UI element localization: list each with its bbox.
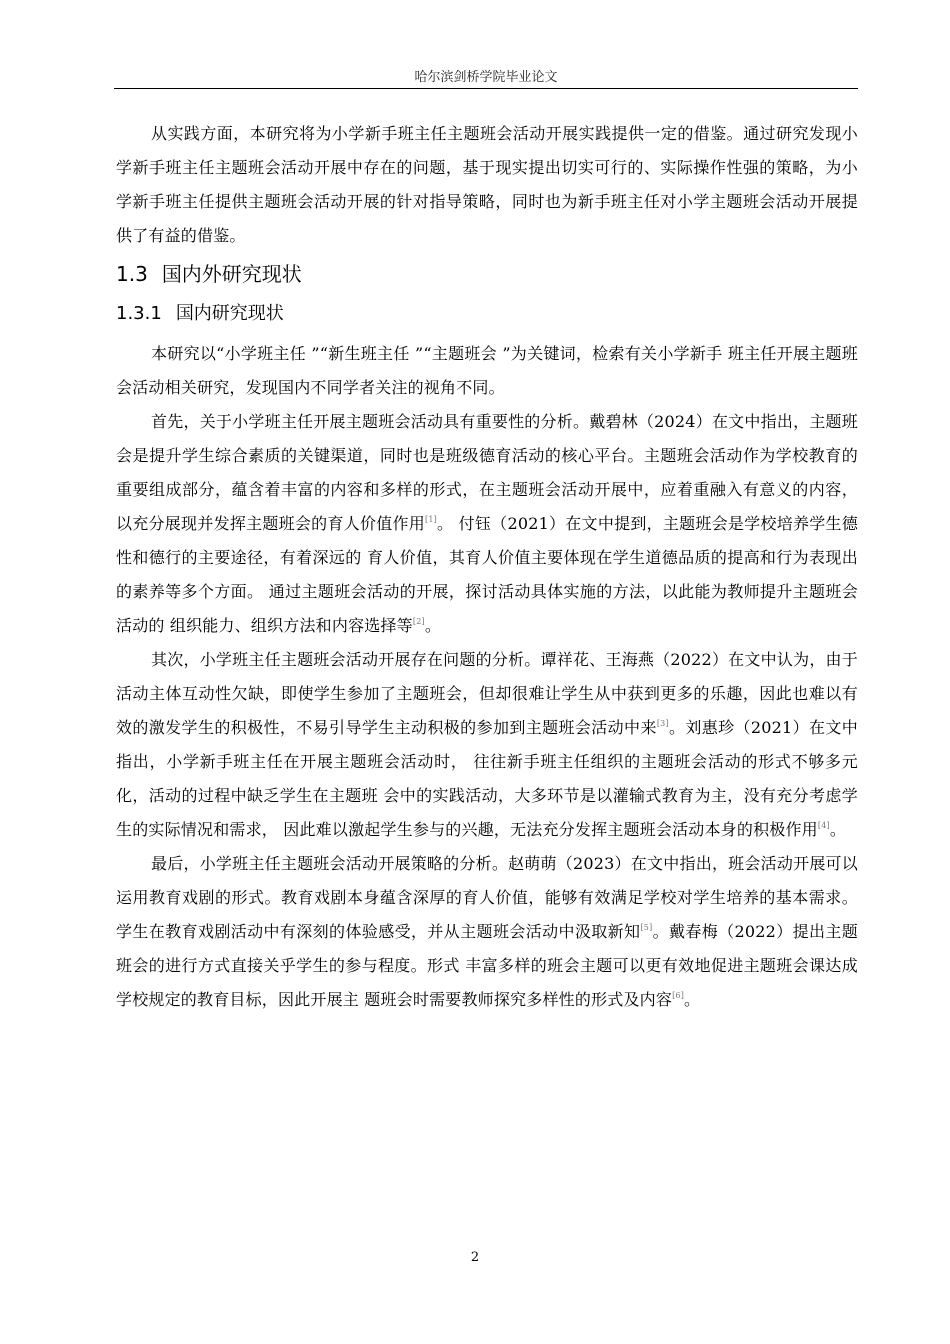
- paragraph-text: 。: [829, 820, 847, 839]
- section-heading: [116, 257, 858, 297]
- citation-marker: [5]: [640, 923, 653, 932]
- section-number: 1.3: [116, 262, 148, 286]
- paragraph-text: 最后，小学班主任主题班会活动开展策略的分析。赵萌萌（2023）在文中指出，班会活动开展可以运用教育戏剧的形式。教育戏剧本身蕴含深厚的育人价值，能够有效满足学校对学生培养的基本需求。学生在教育戏剧活动中有深刻的体验感受，并从主题班会活动中汲取新知: [116, 854, 858, 941]
- paragraph-text: 其次，小学班主任主题班会活动开展存在问题的分析。谭祥花、王海燕（2022）在文中认为，由于活动主体互动性欠缺，即使学生参加了主题班会，但却很难让学生从中获到更多的乐趣，因此也难以有效的激发学生的积极性，不易引导学生主动积极的参加到主题班会活动中来: [116, 650, 858, 737]
- citation-marker: [4]: [817, 821, 830, 830]
- paragraph-text: 。: [684, 990, 701, 1009]
- paragraph-text: 。戴春梅（2022）提出主题班会的进行方式直接关乎学生的参与程度。形式 丰富多样的班会主题可以更有效地促进主题班会课达成学校规定的教育目标，因此开展主 题班会时需要教师探究多样性的形式及内容: [116, 922, 858, 1009]
- subsection-title: 国内研究现状: [175, 303, 284, 324]
- subsection-number: 1.3.1: [116, 303, 162, 324]
- page-body: [116, 117, 858, 1017]
- citation-marker: [1]: [425, 515, 437, 524]
- paragraph-text: 。: [424, 616, 442, 635]
- strategies-paragraph: [116, 847, 858, 1017]
- citation-marker: [2]: [412, 617, 425, 626]
- importance-paragraph: [116, 405, 858, 643]
- intro-paragraph: 从实践方面，本研究将为小学新手班主任主题班会活动开展实践提供一定的借鉴。通过研究发现小学新手班主任主题班会活动开展中存在的问题，基于现实提出切实可行的、实际操作性强的策略，为小学新手班主任提供主题班会活动开展的针对指导策略，同时也为新手班主任对小学主题班会活动开展提供了有益的借鉴。: [116, 124, 858, 245]
- page-number: 2: [470, 1250, 480, 1265]
- subsection-heading: [116, 297, 858, 337]
- citation-marker: [6]: [672, 991, 685, 1000]
- section-title: 国内外研究现状: [161, 262, 302, 286]
- citation-marker: [3]: [656, 719, 669, 728]
- paragraph-text: 。刘惠珍（2021）在文中指出，小学新手班主任在开展主题班会活动时， 往往新手班主任组织的主题班会活动的形式不够多元化，活动的过程中缺乏学生在主题班 会中的实践活动，大多环节是以灌输式教育为主，没有充分考虑学生的实际情况和需求， 因此难以激起学生参与的兴趣，无法充分发挥主题班会活动本身的积极作用: [116, 718, 858, 839]
- paragraph-text: 。 付钰（2021）在文中提到，主题班会是学校培养学生德性和德行的主要途径，有着深远的 育人价值，其育人价值主要体现在学生道德品质的提高和行为表现出的素养等多个方面。 通过主题班会活动的开展，探讨活动具体实施的方法，以此能为教师提升主题班会活动的 组织能力、组织方法和内容选择等: [116, 514, 858, 635]
- problems-paragraph: [116, 643, 858, 847]
- keywords-paragraph: 本研究以“小学班主任 ”“新生班主任 ”“主题班会 ”为关键词，检索有关小学新手 班主任开展主题班会活动相关研究，发现国内不同学者关注的视角不同。: [116, 344, 858, 397]
- paragraph-text: 首先，关于小学班主任开展主题班会活动具有重要性的分析。戴碧林（2024）在文中指出，主题班会是提升学生综合素质的关键渠道，同时也是班级德育活动的核心平台。主题班会活动作为学校教育的重要组成部分，蕴含着丰富的内容和多样的形式，在主题班会活动开展中，应着重融入有意义的内容，以充分展现并发挥主题班会的育人价值作用: [116, 412, 858, 533]
- header-divider: [114, 88, 858, 89]
- running-header: 哈尔滨剑桥学院毕业论文: [414, 70, 558, 85]
